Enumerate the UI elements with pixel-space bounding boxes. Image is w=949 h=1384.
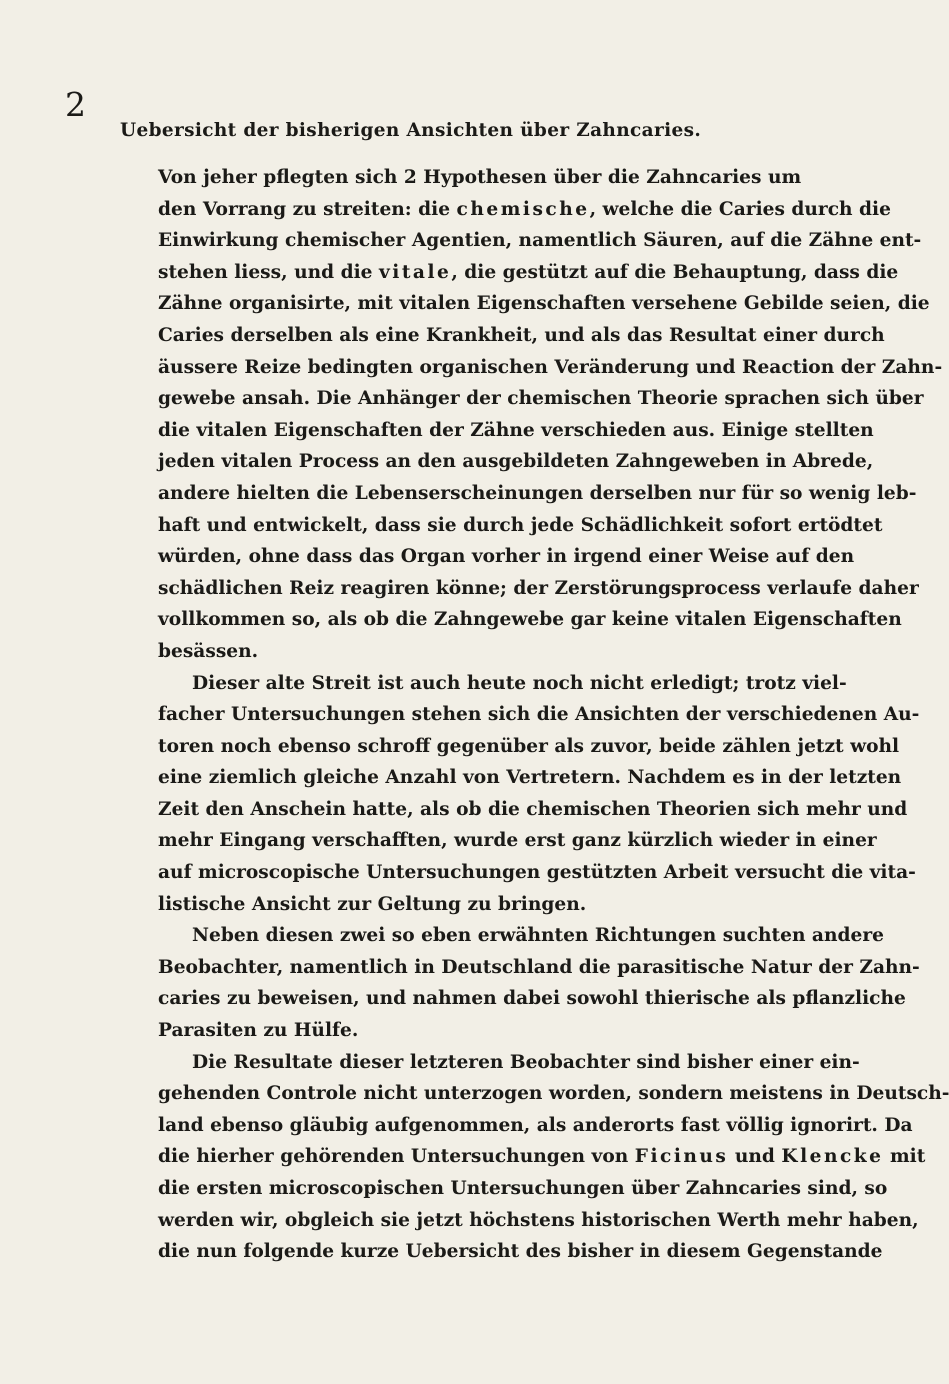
text-line: [158, 699, 920, 731]
text-segment: land ebenso gläubig aufgenommen, als anderorts fast völlig ignorirt. Da: [158, 1114, 913, 1136]
text-segment: den Vorrang zu streiten: die: [158, 198, 457, 220]
text-line: [158, 1236, 883, 1268]
text-line: [158, 415, 874, 447]
text-segment: auf microscopische Untersuchungen gestützten Arbeit versucht die vita-: [158, 862, 916, 884]
text-segment: Neben diesen zwei so eben erwähnten Richtungen suchten andere: [192, 925, 884, 947]
text-line: [158, 478, 917, 510]
text-line: [158, 162, 802, 194]
emphasized-text: Klencke: [781, 1146, 884, 1168]
text-segment: Zeit den Anschein hatte, als ob die chemischen Theorien sich mehr und: [158, 798, 908, 820]
text-line: [158, 194, 891, 226]
text-segment: Dieser alte Streit ist auch heute noch nicht erledigt; trotz viel-: [192, 672, 847, 694]
text-segment: und: [728, 1146, 782, 1168]
page-number: 2: [65, 85, 86, 124]
text-line: [158, 762, 902, 794]
text-segment: jeden vitalen Process an den ausgebildeten Zahngeweben in Abrede,: [158, 451, 874, 473]
emphasized-text: vitale: [378, 261, 452, 283]
text-line: [158, 889, 772, 921]
text-segment: Caries derselben als eine Krankheit, und als das Resultat einer durch: [158, 324, 885, 346]
text-line: [158, 604, 902, 636]
text-line: [158, 573, 919, 605]
text-segment: , die gestützt auf die Behauptung, dass die: [451, 261, 899, 283]
text-line: [158, 288, 930, 320]
text-segment: mehr Eingang verschafften, wurde erst ganz kürzlich wieder in einer: [158, 830, 877, 852]
text-line: [158, 257, 899, 289]
text-segment: Einwirkung chemischer Agentien, namentlich Säuren, auf die Zähne ent-: [158, 230, 922, 252]
text-segment: die nun folgende kurze Uebersicht des bisher in diesem Gegenstande: [158, 1241, 883, 1263]
text-segment: Beobachter, namentlich in Deutschland die parasitische Natur der Zahn-: [158, 956, 920, 978]
text-line: [158, 731, 900, 763]
text-segment: toren noch ebenso schroff gegenüber als zuvor, beide zählen jetzt wohl: [158, 735, 900, 757]
text-line: [158, 320, 885, 352]
text-segment: stehen liess, und die: [158, 261, 379, 283]
text-line: [158, 383, 924, 415]
text-segment: eine ziemlich gleiche Anzahl von Vertretern. Nachdem es in der letzten: [158, 767, 902, 789]
text-segment: andere hielten die Lebenserscheinungen derselben nur für so wenig leb-: [158, 482, 917, 504]
text-segment: vollkommen so, als ob die Zahngewebe gar keine vitalen Eigenschaften: [158, 609, 902, 631]
text-segment: werden wir, obgleich sie jetzt höchstens historischen Werth mehr haben,: [158, 1209, 919, 1231]
text-line: [158, 794, 908, 826]
text-segment: caries zu beweisen, und nahmen dabei sowohl thierische als pflanzliche: [158, 988, 906, 1010]
text-line: [158, 983, 906, 1015]
text-segment: , welche die Caries durch die: [589, 198, 891, 220]
text-segment: die vitalen Eigenschaften der Zähne verschieden aus. Einige stellten: [158, 419, 874, 441]
text-line: [158, 446, 874, 478]
text-segment: besässen.: [158, 640, 259, 662]
text-line: [158, 1015, 772, 1047]
text-line: [158, 668, 847, 700]
text-segment: die hierher gehörenden Untersuchungen von: [158, 1146, 635, 1168]
text-line: [158, 952, 920, 984]
text-segment: gehenden Controle nicht unterzogen worden, sondern meistens in Deutsch-: [158, 1083, 949, 1105]
text-line: [158, 1205, 919, 1237]
text-line: [158, 1141, 926, 1173]
text-line: [158, 1110, 913, 1142]
text-line: [158, 825, 877, 857]
text-line: [158, 920, 884, 952]
running-head: Uebersicht der bisherigen Ansichten über Zahncaries.: [120, 120, 702, 141]
text-line: [158, 510, 883, 542]
text-segment: würden, ohne dass das Organ vorher in irgend einer Weise auf den: [158, 546, 855, 568]
text-segment: Von jeher pflegten sich 2 Hypothesen über die Zahncaries um: [158, 167, 802, 188]
text-segment: mit: [883, 1146, 926, 1168]
text-segment: Parasiten zu Hülfe.: [158, 1020, 359, 1042]
emphasized-text: Ficinus: [634, 1146, 729, 1168]
text-segment: die ersten microscopischen Untersuchungen über Zahncaries sind, so: [158, 1178, 888, 1199]
text-segment: listische Ansicht zur Geltung zu bringen.: [158, 893, 587, 915]
text-segment: Zähne organisirte, mit vitalen Eigenschaften versehene Gebilde seien, die: [158, 293, 930, 315]
text-segment: haft und entwickelt, dass sie durch jede Schädlichkeit sofort ertödtet: [158, 514, 883, 536]
text-segment: äussere Reize bedingten organischen Veränderung und Reaction der Zahn-: [158, 356, 943, 378]
emphasized-text: chemische: [456, 198, 590, 220]
text-segment: facher Untersuchungen stehen sich die Ansichten der verschiedenen Au-: [158, 704, 920, 726]
text-line: [158, 541, 855, 573]
text-line: [158, 857, 916, 889]
text-line: [158, 352, 943, 384]
text-line: [158, 636, 772, 668]
text-line: [158, 1047, 860, 1079]
text-line: [158, 1173, 888, 1205]
text-segment: schädlichen Reiz reagiren könne; der Zerstörungsprocess verlaufe daher: [158, 577, 919, 599]
text-line: [158, 1078, 949, 1110]
text-segment: Die Resultate dieser letzteren Beobachter sind bisher einer ein-: [192, 1051, 860, 1073]
text-line: [158, 225, 922, 257]
text-segment: gewebe ansah. Die Anhänger der chemischen Theorie sprachen sich über: [158, 388, 924, 410]
body-text: [158, 162, 949, 1268]
